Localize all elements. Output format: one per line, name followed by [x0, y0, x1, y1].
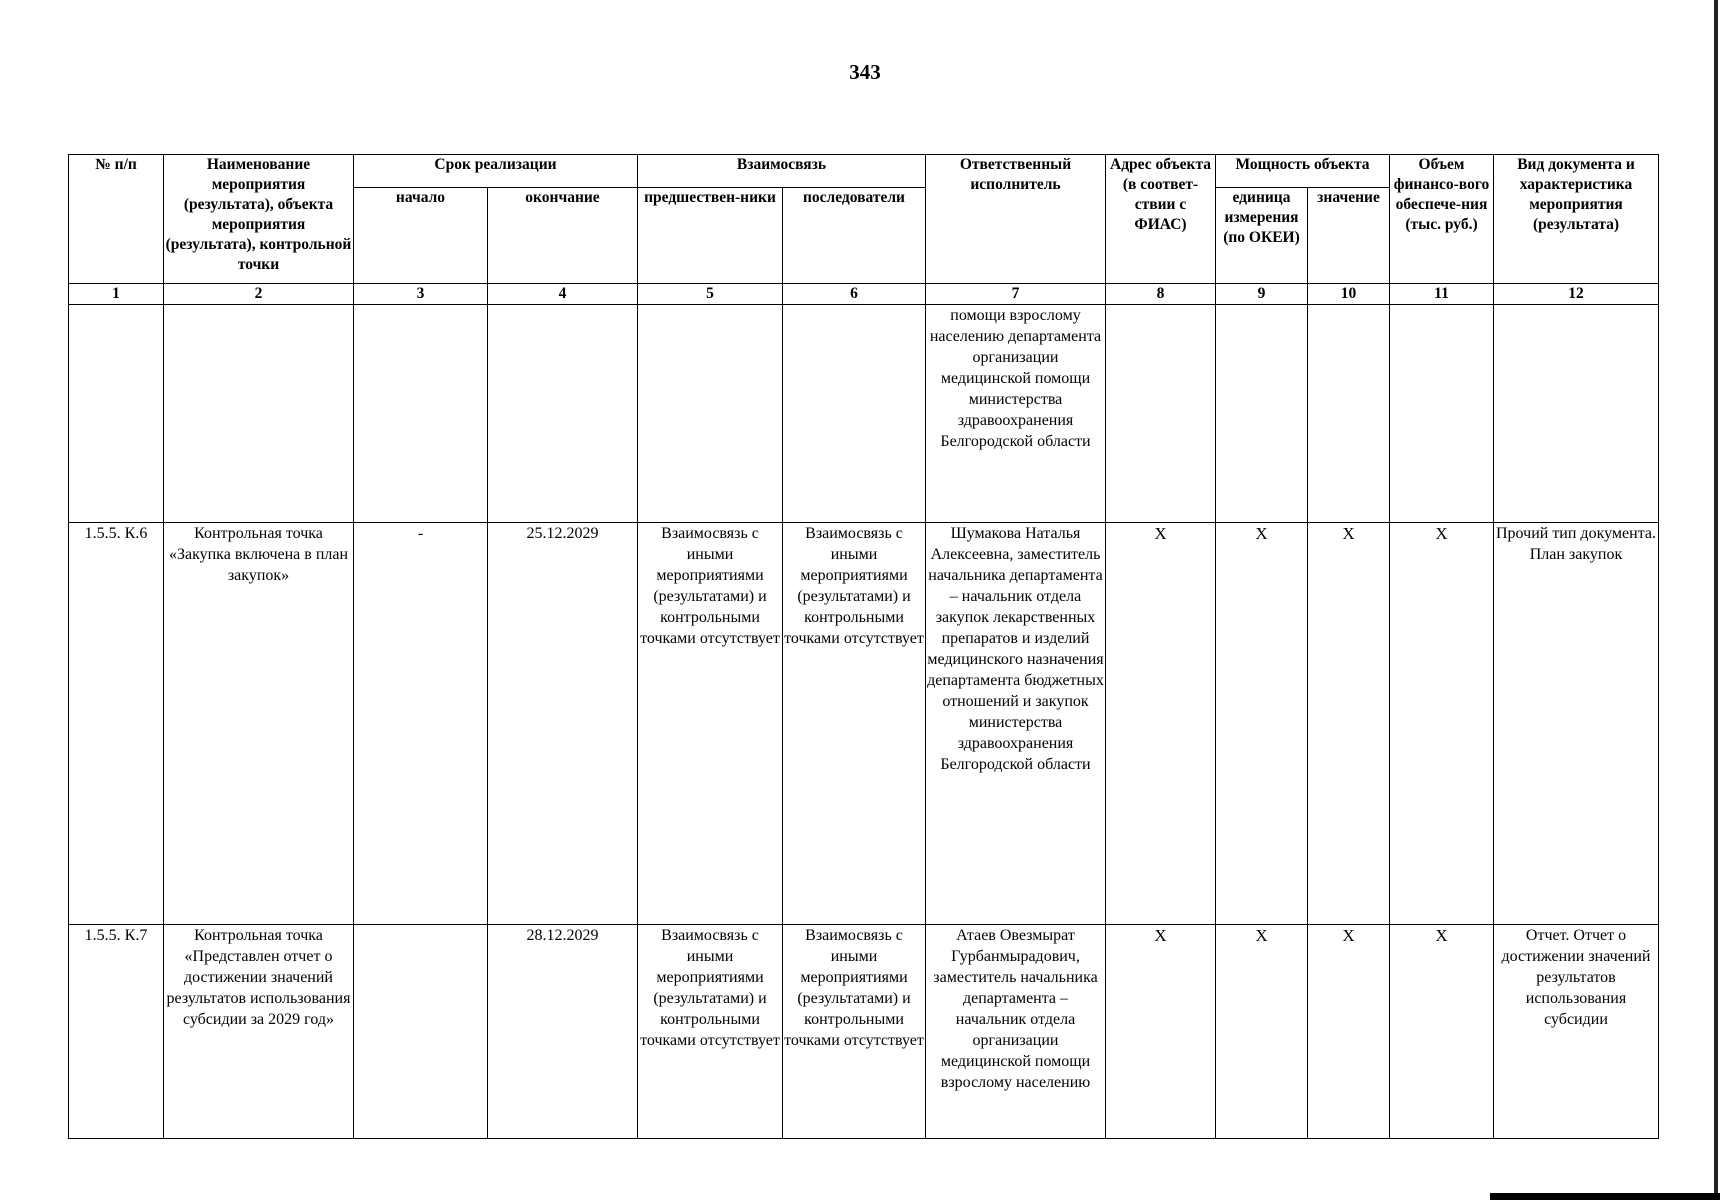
header-start: начало: [354, 188, 488, 284]
header-period: Срок реализации: [354, 155, 638, 188]
cell-end: 28.12.2029: [488, 925, 638, 1139]
cell-start: [354, 305, 488, 523]
cell-end: 25.12.2029: [488, 523, 638, 925]
header-end: окончание: [488, 188, 638, 284]
column-number: 3: [354, 284, 488, 305]
cell-value: [1308, 305, 1390, 523]
table-row: [69, 523, 1659, 925]
cell-successors: [783, 305, 926, 523]
cell-address: [1106, 305, 1216, 523]
column-number: 9: [1216, 284, 1308, 305]
cell-unit: [1216, 305, 1308, 523]
cell-predecessors: Взаимосвязь с иными мероприятиями (результатами) и контрольными точками отсутствует: [638, 523, 783, 925]
header-responsible: Ответственный исполнитель: [926, 155, 1106, 284]
header-link: Взаимосвязь: [638, 155, 926, 188]
cell-address: X: [1106, 523, 1216, 925]
cell-num: [69, 305, 164, 523]
cell-value: X: [1308, 925, 1390, 1139]
cell-address: X: [1106, 925, 1216, 1139]
column-number: 10: [1308, 284, 1390, 305]
column-number: 6: [783, 284, 926, 305]
cell-value: X: [1308, 523, 1390, 925]
cell-successors: Взаимосвязь с иными мероприятиями (результатами) и контрольными точками отсутствует: [783, 523, 926, 925]
table-row: [69, 925, 1659, 1139]
cell-predecessors: Взаимосвязь с иными мероприятиями (результатами) и контрольными точками отсутствует: [638, 925, 783, 1139]
cell-name: Контрольная точка «Закупка включена в план закупок»: [164, 523, 354, 925]
column-number: 4: [488, 284, 638, 305]
header-value: значение: [1308, 188, 1390, 284]
cell-unit: X: [1216, 523, 1308, 925]
cell-doc-type: [1494, 305, 1659, 523]
cell-finance: X: [1390, 925, 1494, 1139]
cell-responsible: Шумакова Наталья Алексеевна, заместитель начальника департамента – начальник отдела закупок лекарственных препаратов и изделий медицинского назначения департамента бюджетных отношений и закупок министерства здравоохранения Белгородской области: [926, 523, 1106, 925]
cell-predecessors: [638, 305, 783, 523]
page-number: 343: [849, 60, 881, 84]
cell-doc-type: Прочий тип документа. План закупок: [1494, 523, 1659, 925]
header-num: № п/п: [69, 155, 164, 284]
header-unit: единица измерения (по ОКЕИ): [1216, 188, 1308, 284]
table-row: [69, 305, 1659, 523]
cell-num: 1.5.5. К.7: [69, 925, 164, 1139]
column-number: 5: [638, 284, 783, 305]
cell-start: [354, 925, 488, 1139]
column-number: 1: [69, 284, 164, 305]
header-successors: последователи: [783, 188, 926, 284]
cell-name: Контрольная точка «Представлен отчет о достижении значений результатов использования субсидии за 2029 год»: [164, 925, 354, 1139]
cell-successors: Взаимосвязь с иными мероприятиями (результатами) и контрольными точками отсутствует: [783, 925, 926, 1139]
cell-doc-type: Отчет. Отчет о достижении значений результатов использования субсидии: [1494, 925, 1659, 1139]
column-number: 11: [1390, 284, 1494, 305]
cell-start: -: [354, 523, 488, 925]
plan-table: [68, 154, 1659, 1139]
cell-responsible: помощи взрослому населению департамента организации медицинской помощи министерства здравоохранения Белгородской области: [926, 305, 1106, 523]
header-predecessors: предшествен-ники: [638, 188, 783, 284]
header-finance: Объем финансо-вого обеспече-ния (тыс. руб.): [1390, 155, 1494, 284]
cell-num: 1.5.5. К.6: [69, 523, 164, 925]
cell-name: [164, 305, 354, 523]
cell-unit: X: [1216, 925, 1308, 1139]
header-name: Наименование мероприятия (результата), объекта мероприятия (результата), контрольной точки: [164, 155, 354, 284]
header-doc-type: Вид документа и характеристика мероприятия (результата): [1494, 155, 1659, 284]
cell-responsible: Атаев Овезмырат Гурбанмырадович, заместитель начальника департамента – начальник отдела организации медицинской помощи взрослому населению: [926, 925, 1106, 1139]
column-number: 7: [926, 284, 1106, 305]
cell-finance: X: [1390, 523, 1494, 925]
column-number: 12: [1494, 284, 1659, 305]
header-capacity: Мощность объекта: [1216, 155, 1390, 188]
header-row-1: [69, 155, 1659, 188]
scan-edge: [1490, 1193, 1720, 1200]
column-number-row: [69, 284, 1659, 305]
column-number: 2: [164, 284, 354, 305]
cell-end: [488, 305, 638, 523]
header-address: Адрес объекта (в соответ-ствии с ФИАС): [1106, 155, 1216, 284]
column-number: 8: [1106, 284, 1216, 305]
scan-edge: [1714, 0, 1718, 1200]
cell-finance: [1390, 305, 1494, 523]
